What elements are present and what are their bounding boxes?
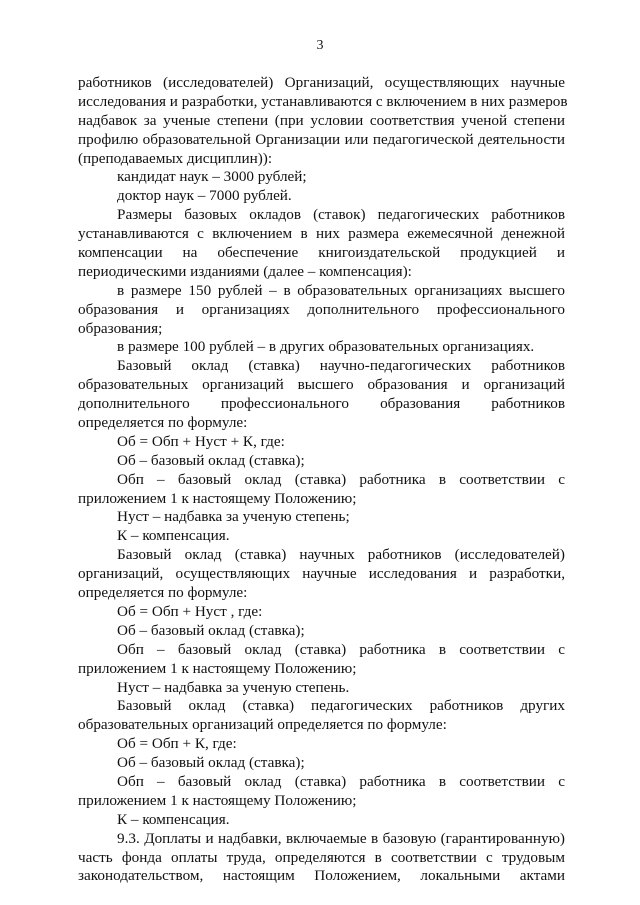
text-line: организаций, осуществляющих научные исследования и разработки, (78, 565, 565, 583)
text-line: в размере 150 рублей – в образовательных организациях высшего (117, 281, 565, 299)
text-line: приложением 1 к настоящему Положению; (78, 659, 357, 677)
text-line: приложением 1 к настоящему Положению; (78, 791, 357, 809)
text-line: Размеры базовых окладов (ставок) педагогических работников (117, 206, 565, 224)
text-line: устанавливаются с включением в них размера ежемесячной денежной (78, 225, 565, 243)
text-line: Обп – базовый оклад (ставка) работника в соответствии с (117, 470, 565, 488)
text-line: приложением 1 к настоящему Положению; (78, 489, 357, 507)
text-line: определяется по формуле: (78, 414, 248, 432)
formula: Об = Обп + Нуст , где: (117, 602, 263, 620)
text-line: К – компенсация. (117, 527, 230, 545)
text-line: образования; (78, 319, 163, 337)
text-line: кандидат наук – 3000 рублей; (117, 168, 307, 186)
text-line: Базовый оклад (ставка) научных работников (исследователей) (117, 546, 565, 564)
page-number: 3 (316, 38, 324, 53)
text-line: Обп – базовый оклад (ставка) работника в соответствии с (117, 640, 565, 658)
text-line: образования и организациях дополнительного профессионального (78, 300, 565, 318)
text-line: образовательных организаций высшего образования и организаций (78, 376, 565, 394)
text-line: часть фонда оплаты труда, определяются в соответствии с трудовым (78, 848, 565, 866)
formula: Об = Обп + Нуст + К, где: (117, 432, 285, 450)
text-line: доктор наук – 7000 рублей. (117, 187, 292, 205)
document-body (78, 74, 568, 886)
text-line: законодательством, настоящим Положением, локальными актами (78, 867, 565, 885)
text-line: Нуст – надбавка за ученую степень; (117, 508, 350, 526)
text-line: образовательных организаций определяется по формуле: (78, 716, 447, 734)
text-line: Об – базовый оклад (ставка); (117, 451, 305, 469)
text-line: Базовый оклад (ставка) научно-педагогических работников (117, 357, 565, 375)
text-line: Нуст – надбавка за ученую степень. (117, 678, 350, 696)
text-line: Обп – базовый оклад (ставка) работника в соответствии с (117, 772, 565, 790)
formula: Об = Обп + К, где: (117, 735, 237, 753)
text-line: дополнительного профессионального образования работников (78, 395, 565, 413)
text-line: работников (исследователей) Организаций, осуществляющих научные (78, 74, 565, 91)
text-line: периодическими изданиями (далее – компенсация): (78, 262, 412, 280)
text-line: профилю образовательной Организации или педагогической деятельности (78, 130, 565, 148)
text-line: исследования и разработки, устанавливаются с включением в них размеров (78, 92, 568, 110)
text-line: 9.3. Доплаты и надбавки, включаемые в базовую (гарантированную) (117, 829, 565, 847)
text-line: Об – базовый оклад (ставка); (117, 754, 305, 772)
text-line: в размере 100 рублей – в других образовательных организациях. (117, 338, 535, 356)
text-line: (преподаваемых дисциплин)): (78, 149, 273, 167)
text-line: компенсации на обеспечение книгоиздательской продукцией и (78, 244, 565, 262)
text-line: К – компенсация. (117, 810, 230, 828)
text-line: определяется по формуле: (78, 584, 248, 602)
text-line: надбавок за ученые степени (при условии соответствия ученой степени (78, 111, 565, 129)
text-line: Об – базовый оклад (ставка); (117, 621, 305, 639)
text-line: Базовый оклад (ставка) педагогических работников других (117, 697, 565, 715)
